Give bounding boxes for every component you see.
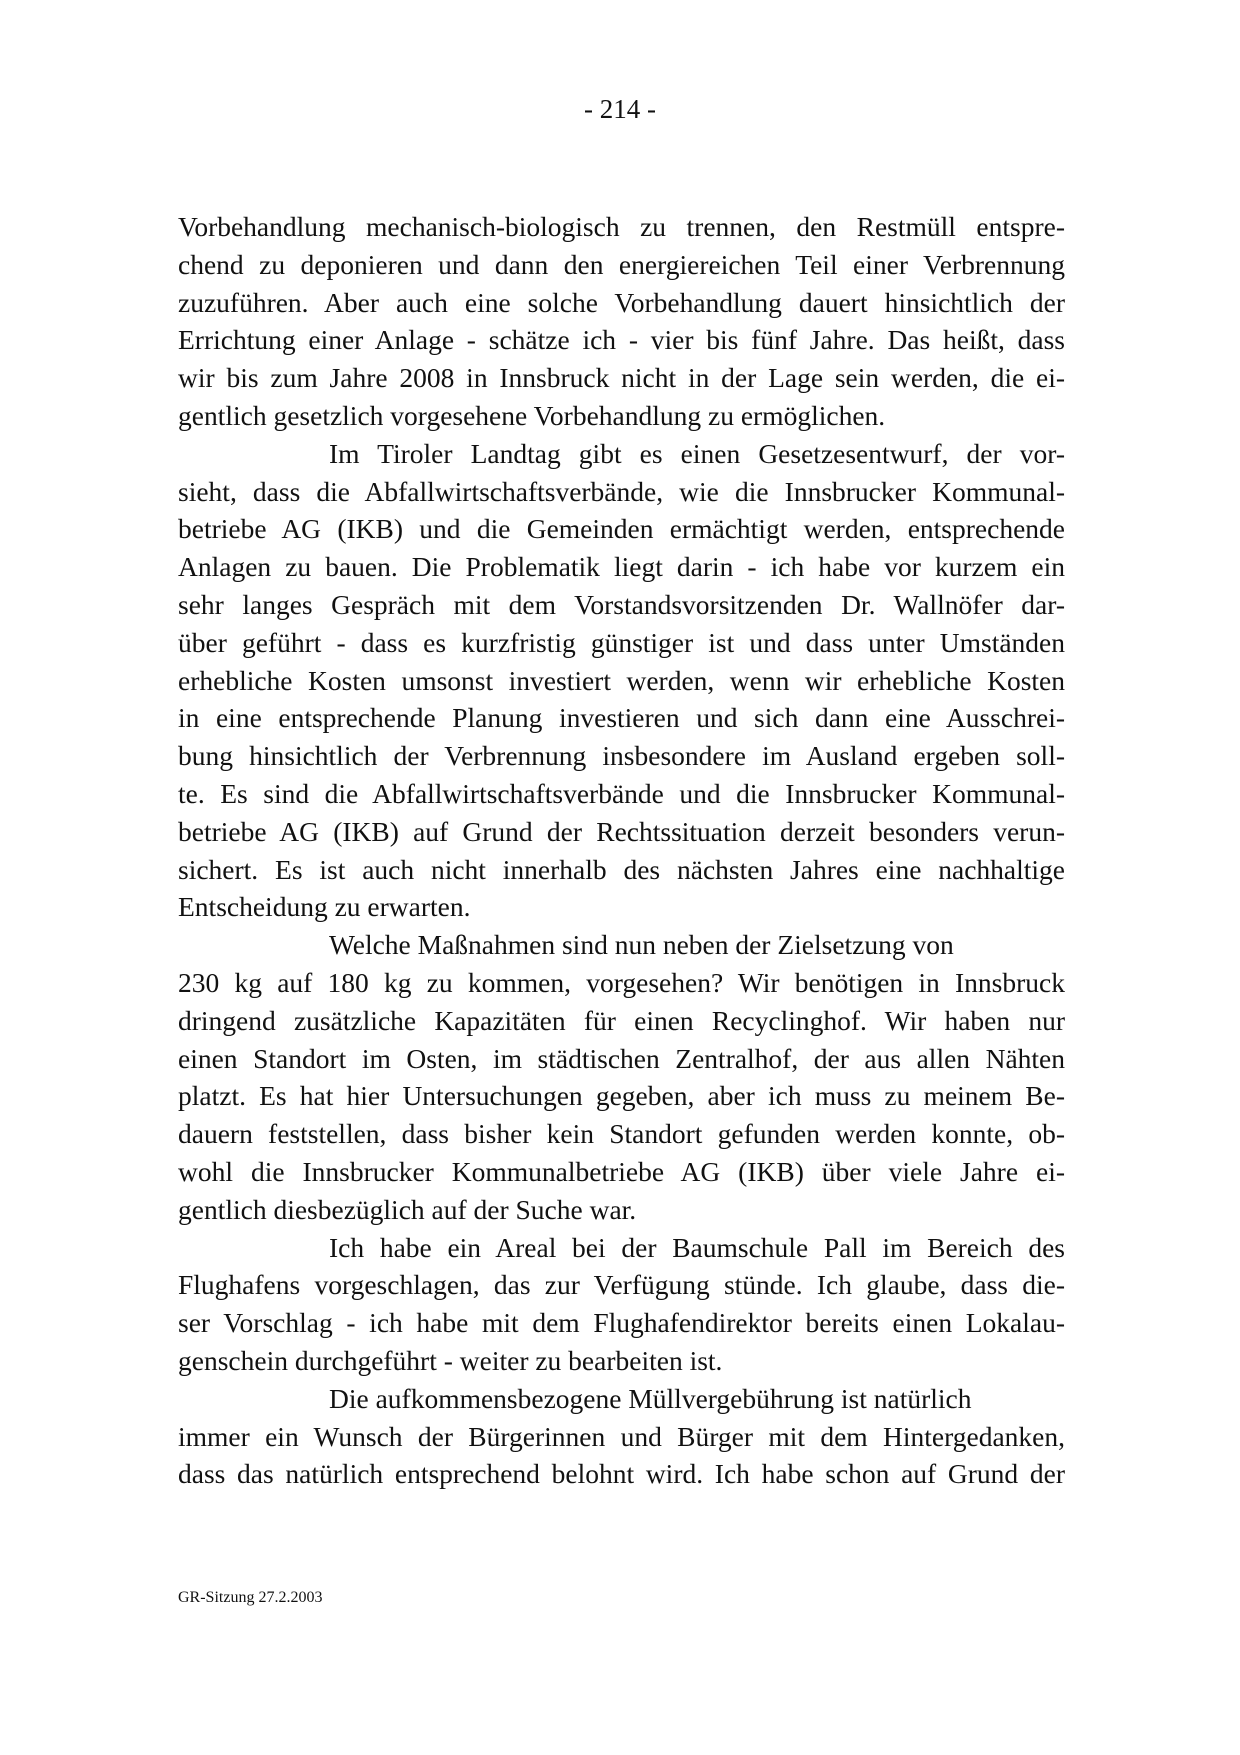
text-line: immer ein Wunsch der Bürgerinnen und Bürger mit dem Hintergedanken, (178, 1420, 1065, 1452)
text-line: Im Tiroler Landtag gibt es einen Gesetzesentwurf, der vor- (329, 437, 1065, 469)
text-line: zuzuführen. Aber auch eine solche Vorbehandlung dauert hinsichtlich der (178, 286, 1065, 318)
paragraph (178, 1229, 1065, 1380)
text-line: Anlagen zu bauen. Die Problematik liegt darin - ich habe vor kurzem ein (178, 551, 1065, 583)
text-line: Vorbehandlung mechanisch-biologisch zu trennen, den Restmüll entspre- (178, 211, 1065, 242)
text-line: betriebe AG (IKB) auf Grund der Rechtssituation derzeit besonders verun- (178, 815, 1065, 847)
text-line: sehr langes Gespräch mit dem Vorstandsvorsitzenden Dr. Wallnöfer dar- (178, 588, 1065, 620)
text-line: platzt. Es hat hier Untersuchungen gegeben, aber ich muss zu meinem Be- (178, 1080, 1065, 1112)
text-line: über geführt - dass es kurzfristig günstiger ist und dass unter Umständen (178, 626, 1065, 658)
text-line: wohl die Innsbrucker Kommunalbetriebe AG (IKB) über viele Jahre ei- (178, 1155, 1065, 1187)
text-line: sichert. Es ist auch nicht innerhalb des nächsten Jahres eine nachhaltige (178, 853, 1065, 885)
footer-session-date: GR-Sitzung 27.2.2003 (178, 1589, 323, 1606)
paragraph (178, 926, 1065, 1228)
text-line: dass das natürlich entsprechend belohnt wird. Ich habe schon auf Grund der (178, 1458, 1065, 1490)
text-line: Welche Maßnahmen sind nun neben der Zielsetzung von (329, 929, 954, 961)
text-line: ser Vorschlag - ich habe mit dem Flughafendirektor bereits einen Lokalau- (178, 1307, 1065, 1339)
text-line: chend zu deponieren und dann den energiereichen Teil einer Verbrennung (178, 248, 1065, 280)
text-line: Entscheidung zu erwarten. (178, 891, 471, 923)
text-line: betriebe AG (IKB) und die Gemeinden ermächtigt werden, entsprechende (178, 513, 1065, 545)
text-line: gentlich gesetzlich vorgesehene Vorbehandlung zu ermöglichen. (178, 399, 886, 431)
text-line: bung hinsichtlich der Verbrennung insbesondere im Ausland ergeben soll- (178, 740, 1065, 772)
body-text (178, 208, 1065, 1493)
text-line: dauern feststellen, dass bisher kein Standort gefunden werden konnte, ob- (178, 1118, 1065, 1150)
paragraph (178, 1380, 1065, 1493)
text-line: genschein durchgeführt - weiter zu bearbeiten ist. (178, 1344, 723, 1376)
text-line: in eine entsprechende Planung investieren und sich dann eine Ausschrei- (178, 702, 1065, 734)
text-line: Flughafens vorgeschlagen, das zur Verfügung stünde. Ich glaube, dass die- (178, 1269, 1065, 1301)
paragraph (178, 208, 1065, 435)
text-line: Die aufkommensbezogene Müllvergebührung ist natürlich (329, 1382, 972, 1414)
text-line: Errichtung einer Anlage - schätze ich - vier bis fünf Jahre. Das heißt, dass (178, 324, 1065, 356)
text-line: 230 kg auf 180 kg zu kommen, vorgesehen? Wir benötigen in Innsbruck (178, 966, 1065, 998)
text-line: einen Standort im Osten, im städtischen Zentralhof, der aus allen Nähten (178, 1042, 1065, 1074)
text-line: te. Es sind die Abfallwirtschaftsverbände und die Innsbrucker Kommunal- (178, 777, 1065, 809)
text-line: Ich habe ein Areal bei der Baumschule Pall im Bereich des (329, 1231, 1065, 1263)
text-line: erhebliche Kosten umsonst investiert werden, wenn wir erhebliche Kosten (178, 664, 1065, 696)
text-line: dringend zusätzliche Kapazitäten für einen Recyclinghof. Wir haben nur (178, 1004, 1065, 1036)
text-line: wir bis zum Jahre 2008 in Innsbruck nicht in der Lage sein werden, die ei- (178, 362, 1065, 394)
text-line: gentlich diesbezüglich auf der Suche war. (178, 1193, 637, 1225)
text-line: sieht, dass die Abfallwirtschaftsverbände, wie die Innsbrucker Kommunal- (178, 475, 1065, 507)
paragraph (178, 435, 1065, 926)
page-number: - 214 - (584, 94, 656, 124)
